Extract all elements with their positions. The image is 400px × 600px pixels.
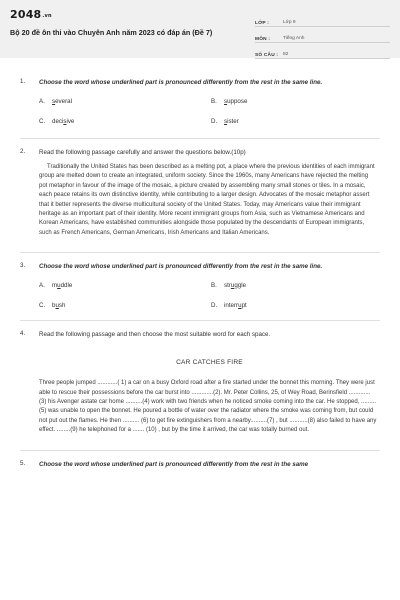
meta-row-subject bbox=[255, 30, 390, 43]
question-text: Read the following passage carefully and answer the questions below.(10p) bbox=[39, 148, 246, 156]
document-meta bbox=[255, 14, 390, 62]
question-4 bbox=[20, 330, 380, 436]
meta-key: MÔN : bbox=[255, 37, 271, 42]
meta-value: Tiếng Anh bbox=[283, 36, 305, 41]
question-number: 4. bbox=[20, 329, 26, 337]
option-c[interactable]: C. b u sh bbox=[39, 302, 66, 310]
answer-options bbox=[39, 276, 380, 316]
page-header bbox=[0, 0, 400, 58]
passage-title: CAR CATCHES FIRE bbox=[176, 359, 243, 367]
question-5 bbox=[20, 460, 380, 470]
question-number: 3. bbox=[20, 262, 26, 270]
question-number: 2. bbox=[20, 147, 26, 155]
reading-passage: Three people jumped ............( 1) a car on a busy Oxford road after a fire started under the bonnet this morning. They were just able to rescue their possessions before the car burst into .............(2). Mr. Peter Collins, 25, of Wey Road, Berinsfield .............(3) his Avenger astate car home ..........(4) work with two friends when he noticed smoke coming into the car. He stopped, .........(5) was unable to open the bonnet. He poured a bottle of water over the radiator where the smoke was coming from, but could not put out the flames. He then .......... (6) to get fire extinguishers from a nearby..........(7) , but ...........(8) also failed to have any effect. ........(9) he telephoned for a ....... (10) , but by the time it arrived, the car was totally burned out. bbox=[39, 380, 377, 434]
meta-row-class bbox=[255, 14, 390, 27]
divider bbox=[20, 450, 380, 451]
question-number: 5. bbox=[20, 459, 26, 467]
option-b[interactable]: B. str u ggle bbox=[211, 282, 247, 290]
meta-key: LỚP : bbox=[255, 21, 270, 26]
reading-passage: Traditionally the United States has been described as a melting pot, a place where the previous identities of each immigrant group are melted down to create an integrated, uniform society. Since the 1960s, many Americans have rejected the melting pot metaphor in favour of the image of the mosaic, a picture created by assembling many small stones or tiles. In a mosaic, each peace retains its own distinctive identity, while contributing to a larger design. Advocates of the mosaic metaphor assert that it better represents the diverse multicultural society of the United States. Today, may Americans value their immigrant heritage as an important part of their identity. More recent immigrant groups from Asia, such as Vietnamese Americans and Korean Americans, have established communities alongside those populated by the descendants of European immigrants, such as French Americans, German Americans, Irish Americans and Italian Americans. bbox=[39, 164, 375, 236]
question-text: Choose the word whose underlined part is pronounced differently from the rest in the same line. bbox=[39, 79, 323, 86]
question-1 bbox=[20, 78, 380, 132]
meta-value: Lớp 9 bbox=[283, 20, 296, 25]
meta-key: SỐ CÂU : bbox=[255, 53, 279, 58]
question-number: 1. bbox=[20, 78, 26, 85]
option-d[interactable]: D. interr u pt bbox=[211, 302, 247, 310]
divider bbox=[20, 138, 380, 139]
meta-row-count bbox=[255, 46, 390, 59]
divider bbox=[20, 320, 380, 321]
answer-options bbox=[39, 92, 380, 132]
question-list bbox=[0, 58, 400, 469]
option-a[interactable]: A. m u ddle bbox=[39, 282, 73, 290]
question-2 bbox=[20, 148, 380, 239]
question-text: Choose the word whose underlined part is pronounced differently from the rest in the same bbox=[39, 460, 309, 468]
site-logo[interactable]: 2048.vn bbox=[10, 8, 52, 21]
option-a[interactable]: A. s everal bbox=[39, 98, 72, 105]
document-title: Bộ 20 đề ôn thi vào Chuyên Anh năm 2023 có đáp án (Đề 7) bbox=[10, 28, 213, 37]
option-b[interactable]: B. s uppose bbox=[211, 98, 248, 105]
option-d[interactable]: D. s ister bbox=[211, 118, 239, 125]
question-text: Read the following passage and then choose the most suitable word for each space. bbox=[39, 330, 271, 338]
question-text: Choose the word whose underlined part is pronounced differently from the rest in the same line. bbox=[39, 263, 323, 271]
divider bbox=[20, 252, 380, 253]
question-3 bbox=[20, 262, 380, 316]
meta-value: 82 bbox=[283, 52, 289, 57]
option-c[interactable]: C. deci s ive bbox=[39, 118, 75, 125]
